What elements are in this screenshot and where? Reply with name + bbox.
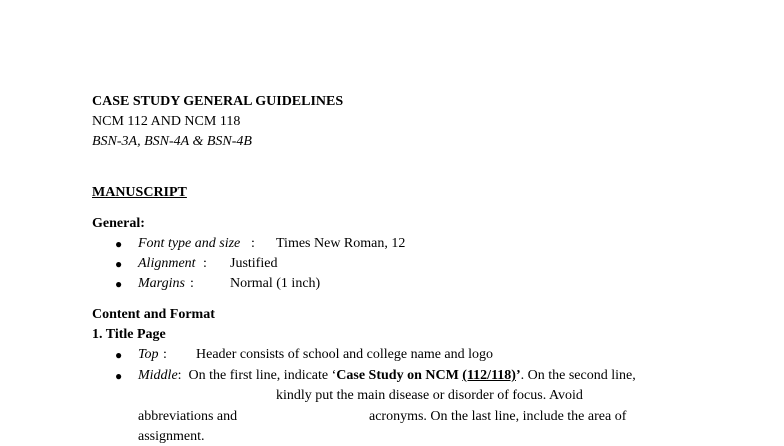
middle-line-3b: acronyms. On the last line, include the area of — [369, 409, 627, 424]
title-page-heading: 1. Title Page — [92, 327, 166, 342]
item-label: Middle — [138, 368, 178, 383]
middle-line-3a: abbreviations and — [138, 409, 238, 424]
middle-bold-2: ’ — [515, 368, 521, 383]
middle-text-2: . On the second line, — [520, 368, 636, 383]
middle-text-1: On the first line, indicate ‘ — [188, 368, 337, 383]
bullet-icon: ● — [115, 237, 123, 251]
item-sep: : — [163, 347, 167, 362]
document-title: CASE STUDY GENERAL GUIDELINES — [92, 94, 344, 109]
item-value: Justified — [230, 256, 278, 271]
content-format-heading: Content and Format — [92, 307, 215, 322]
middle-bold-underlined: (112/118) — [462, 368, 516, 383]
item-sep: : — [203, 256, 207, 271]
item-sep: : — [190, 276, 194, 291]
item-sep: : — [251, 236, 255, 251]
bullet-icon: ● — [115, 257, 123, 271]
item-value: Header consists of school and college name and logo — [196, 347, 494, 362]
middle-line-1 — [138, 367, 636, 385]
item-label: Font type and size — [138, 236, 241, 251]
item-label: Margins — [138, 276, 185, 291]
item-sep: : — [177, 368, 182, 383]
course-line: NCM 112 AND NCM 118 — [92, 114, 241, 129]
item-label: Top — [138, 347, 159, 362]
item-value: Normal (1 inch) — [230, 276, 321, 291]
item-value: Times New Roman, 12 — [276, 236, 406, 251]
item-label: Alignment — [138, 256, 196, 271]
middle-line-2: kindly put the main disease or disorder of focus. Avoid — [276, 388, 583, 403]
middle-line-4: assignment. — [138, 429, 205, 444]
bullet-icon: ● — [115, 277, 123, 291]
manuscript-heading: MANUSCRIPT — [92, 185, 187, 200]
general-heading: General: — [92, 216, 145, 231]
middle-bold-1: Case Study on NCM — [336, 368, 463, 383]
bullet-icon: ● — [115, 348, 123, 362]
bullet-icon: ● — [115, 369, 123, 383]
sections-line: BSN-3A, BSN-4A & BSN-4B — [92, 134, 252, 149]
